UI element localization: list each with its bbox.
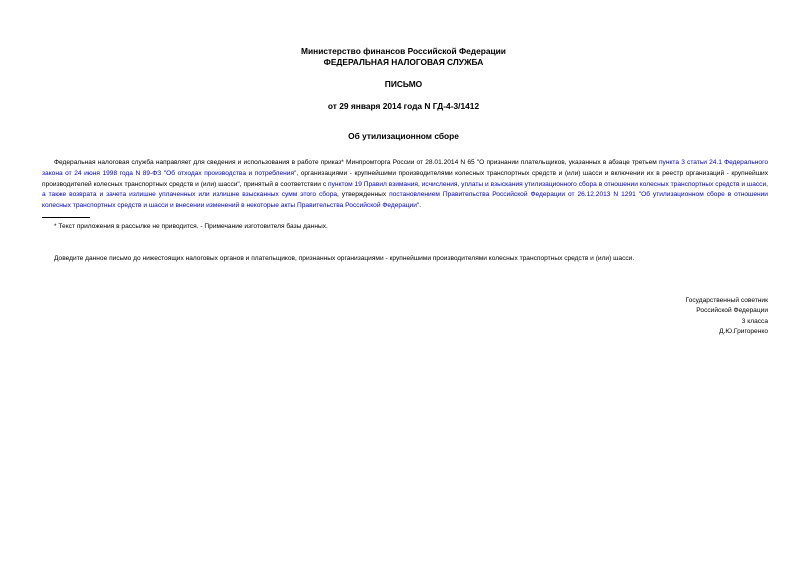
document-subject: Об утилизационном сборе: [348, 131, 459, 141]
document-type: ПИСЬМО: [384, 79, 423, 89]
paragraph-text: , организациями - крупнейшими производителями колесных транспортных средств и (или) шасси и включении их в реестр организаций - крупнейших производителей колесных транспортных средств и (или) шасси", принятый в соответствии с: [42, 169, 769, 188]
signature-title-line-3: 3 класса: [741, 317, 768, 325]
law-link-article[interactable]: пункта 3 статьи 24.1 Федерального закона от 24 июня 1998 года N 89-ФЗ "Об отходах производства и потребления": [42, 159, 769, 177]
paragraph-text: Федеральная налоговая служба направляет для сведения и использования в работе приказ* Минпромторга России от 28.01.2014 N 65 "О признании плательщиков, указанных в абзаце третьем: [54, 159, 659, 166]
signature-title-line-1: Государственный советник: [685, 297, 768, 304]
paragraph-text: , утвержденных: [337, 191, 390, 199]
government-decree-link[interactable]: постановлением Правительства Российской Федерации от 26.12.2013 N 1291 "Об утилизационном сборе в отношении колесных транспортных средств и шасси и внесении изменений в некоторые акты Правительства Российской Федерации": [42, 191, 768, 210]
signature-title-line-2: Российской Федерации: [696, 307, 768, 315]
body-paragraph-1: [42, 158, 768, 212]
document-date-number: от 29 января 2014 года N ГД-4-3/1412: [327, 101, 480, 111]
footnote-text: * Текст приложения в рассылке не приводится. - Примечание изготовителя базы данных.: [54, 223, 328, 230]
ministry-title: Министерство финансов Российской Федерации: [301, 46, 506, 56]
footnote-divider: [42, 217, 90, 218]
rules-link-point-19[interactable]: пунктом 19 Правил взимания, исчисления, уплаты и взыскания утилизационного сбора в отношении колесных транспортных средств и шасси, а также возврата и зачета излишне уплаченных или излишне взысканных сумм этого сбора: [42, 180, 768, 199]
paragraph-text: .: [419, 202, 422, 210]
signatory-name: Д.Ю.Григоренко: [719, 328, 768, 336]
service-title: ФЕДЕРАЛЬНАЯ НАЛОГОВАЯ СЛУЖБА: [323, 57, 484, 67]
signature-block: [686, 296, 768, 338]
body-paragraph-2: Доведите данное письмо до нижестоящих налоговых органов и плательщиков, признанных организациями - крупнейшими производителями колесных транспортных средств и (или) шасси.: [54, 255, 635, 262]
